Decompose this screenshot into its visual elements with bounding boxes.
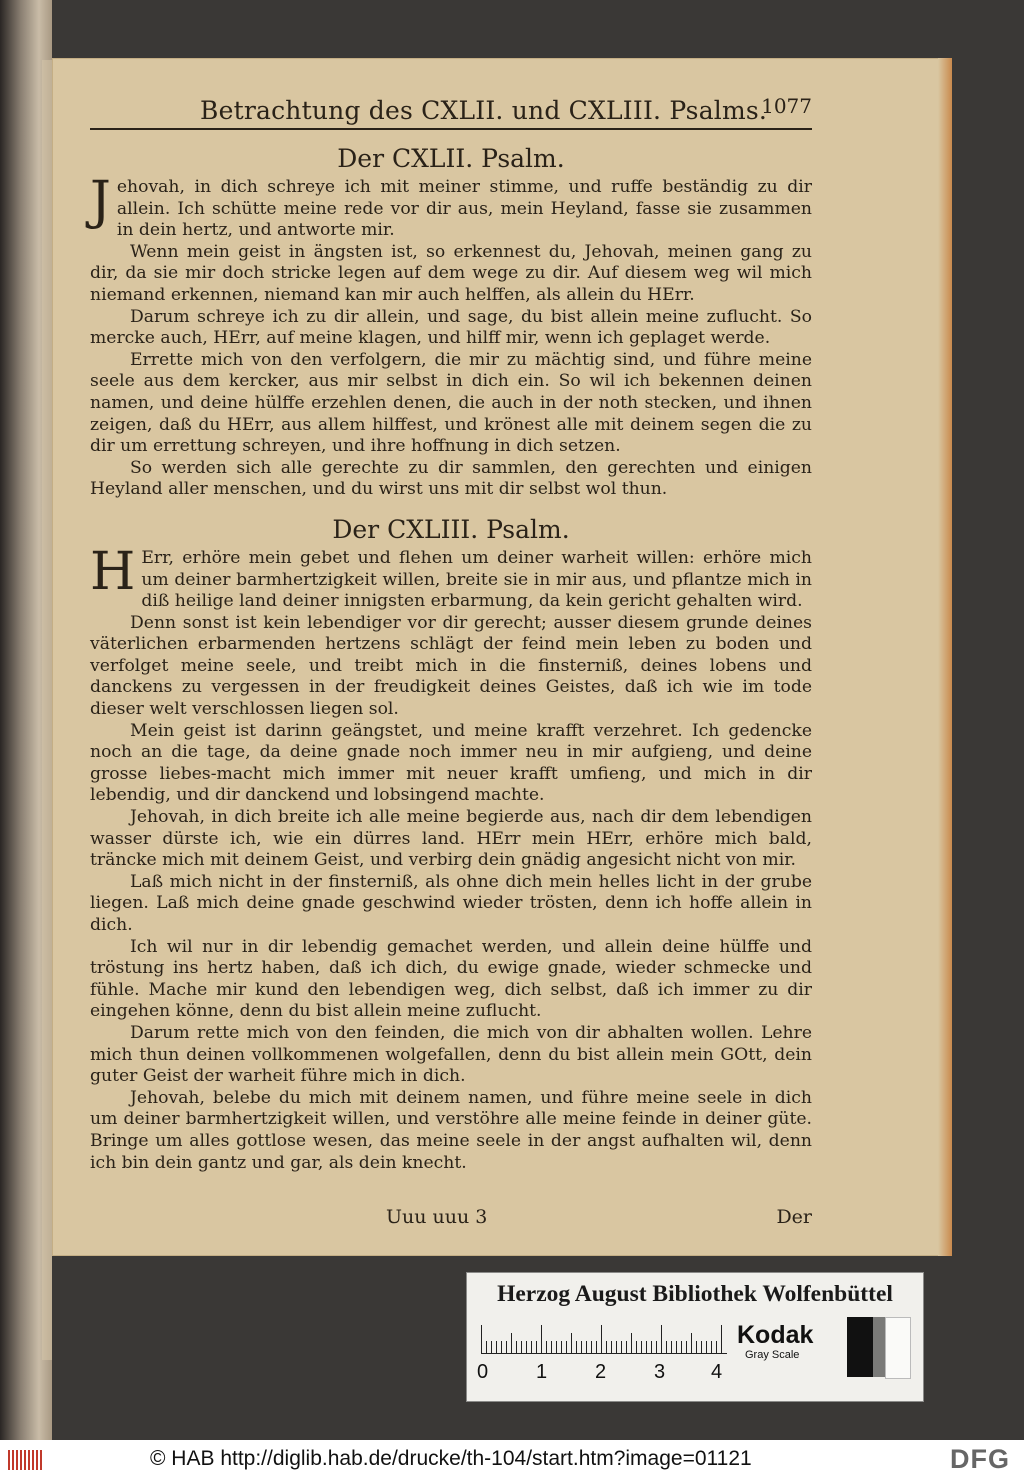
library-name: Herzog August Bibliothek Wolfenbüttel: [497, 1281, 893, 1307]
ruler-tick: [591, 1341, 592, 1353]
ruler-number: 1: [536, 1361, 548, 1383]
running-title: Betrachtung des CXLII. und CXLIII. Psalms.: [200, 96, 768, 125]
paragraph: So werden sich alle gerechte zu dir sammlen, den gerechten und einigen Heyland aller menschen, und du wirst uns mit dir selbst wol thun.: [90, 457, 812, 500]
book-page: [52, 58, 952, 1256]
paragraph: Errette mich von den verfolgern, die mir zu mächtig sind, und führe meine seele aus dem kercker, aus mir selbst in dich ein. So wil ich bekennen deinen namen, und deine hülffe erzehlen denen, die auch in der noth stecken, und ihnen zeigen, daß du HErr, aus allem hilffest, und krönest alle mit deinem segen die zu dir um errettung schreyen, und ihre hoffnung in dich setzen.: [90, 349, 812, 457]
scale-ruler: [481, 1323, 727, 1354]
ruler-number: 0: [477, 1361, 489, 1383]
ruler-tick: [626, 1341, 627, 1353]
ruler-tick: [621, 1341, 622, 1353]
ruler-tick: [491, 1341, 492, 1353]
page-footer: [90, 1206, 812, 1246]
ruler-tick: [581, 1341, 582, 1353]
catchword: Der: [776, 1206, 812, 1229]
paragraph: Denn sonst ist kein lebendiger vor dir gerecht; ausser diesem grunde deines väterlichen erbarmenden hertzens schlägt der feind mein leben zu boden und verfolget meine seele, und treibt mich in die finsterniß, deines lobens und danckens zu vergessen in der freudigkeit deines Geistes, daß ich wie im tode dieser welt verschlossen liegen sol.: [90, 612, 812, 720]
ruler-tick: [646, 1341, 647, 1353]
paragraph: Laß mich nicht in der finsterniß, als ohne dich mein helles licht in der grube liegen. Laß mich deine gnade geschwind wieder trösten, denn ich hoffe allein in dich.: [90, 871, 812, 935]
ruler-tick: [601, 1325, 602, 1353]
paragraph: Darum schreye ich zu dir allein, und sage, du bist allein meine zuflucht. So mercke auch, HErr, auf meine klagen, und hilff mir, wenn ich geplaget werde.: [90, 306, 812, 349]
ruler-tick: [496, 1341, 497, 1353]
ruler-tick: [701, 1341, 702, 1353]
ruler-tick: [556, 1341, 557, 1353]
paragraph: Ich wil nur in dir lebendig gemachet werden, und allein deine hülffe und tröstung ins hertz haben, daß ich dich, du ewige gnade, wieder schmecke und fühle. Mache mir kund den lebendigen weg, dich selbst, daß ich immer zu dir eingehen könne, denn du bist allein meine zuflucht.: [90, 936, 812, 1022]
ruler-tick: [671, 1341, 672, 1353]
ruler-number: 2: [595, 1361, 607, 1383]
ruler-tick: [551, 1341, 552, 1353]
ruler-tick: [606, 1341, 607, 1353]
viewer-footer: [0, 1440, 1024, 1479]
adjacent-page-edge: [0, 0, 52, 1440]
gray-patch-black: [847, 1317, 873, 1377]
paragraph: Jehovah, in dich schreye ich mit meiner stimme, und ruffe beständig zu dir allein. Ich schütte meine rede vor dir aus, mein Heyland, fasse sie zusammen in dein hertz, und antworte mir.: [90, 171, 812, 241]
ruler-tick: [706, 1341, 707, 1353]
ruler-tick: [631, 1333, 632, 1353]
ruler-tick: [506, 1341, 507, 1353]
ruler-tick: [511, 1333, 512, 1353]
ruler-tick: [616, 1341, 617, 1353]
ruler-tick: [596, 1341, 597, 1353]
ruler-tick: [576, 1341, 577, 1353]
ruler-tick: [526, 1341, 527, 1353]
page-number: 1077: [761, 94, 812, 118]
psalm-142-heading: Der CXLII. Psalm.: [337, 144, 565, 173]
ruler-number: 3: [654, 1361, 666, 1383]
page-header: [90, 88, 812, 130]
ruler-tick: [481, 1325, 482, 1353]
ruler-tick: [691, 1333, 692, 1353]
ruler-tick: [546, 1341, 547, 1353]
psalm-143-heading: Der CXLIII. Psalm.: [332, 514, 570, 544]
library-color-card: [466, 1272, 924, 1402]
ruler-tick: [501, 1341, 502, 1353]
ruler-tick: [666, 1341, 667, 1353]
page-edge-highlight: [42, 60, 52, 1360]
ruler-tick: [586, 1341, 587, 1353]
ruler-tick: [636, 1341, 637, 1353]
paragraph: HErr, erhöre mein gebet und flehen um deiner warheit willen: erhöre mich um deiner barmhertzigkeit willen, breite sie in mir aus, und pflantze mich in diß heilige land deiner innigsten erbarmung, da kein gericht gehalten wird.: [90, 541, 812, 612]
ruler-tick: [696, 1341, 697, 1353]
copyright-link[interactable]: © HAB http://diglib.hab.de/drucke/th-104/start.htm?image=01121: [150, 1447, 752, 1470]
gray-patch-white: [885, 1317, 911, 1379]
ruler-tick: [541, 1325, 542, 1353]
ruler-tick: [521, 1341, 522, 1353]
ruler-tick: [656, 1341, 657, 1353]
ruler-number: 4: [711, 1361, 723, 1383]
paragraph: Jehovah, belebe du mich mit deinem namen, und führe meine seele in dich um deiner barmhertzigkeit willen, und verstöhre alle meine feinde in deiner güte. Bringe um alles gottlose wesen, das meine seele in der angst aufhalten wil, denn ich bin dein gantz und gar, als dein knecht.: [90, 1087, 812, 1173]
ruler-tick: [531, 1341, 532, 1353]
ruler-tick: [681, 1341, 682, 1353]
page-content: [90, 88, 812, 1246]
ruler-tick: [661, 1325, 662, 1353]
ruler-tick: [711, 1341, 712, 1353]
paragraph: Darum rette mich von den feinden, die mich von dir abhalten wollen. Lehre mich thun deinen vollkommenen wolgefallen, denn du bist allein mein GOtt, dein guter Geist der warheit führe mich in dich.: [90, 1022, 812, 1087]
dfg-logo: DFG: [950, 1444, 1010, 1474]
paragraph: Jehovah, in dich breite ich alle meine begierde aus, nach dir dem lebendigen wasser dürste ich, wie ein dürres land. HErr mein HErr, erhöre mich bald, träncke mich mit deinem Geist, und verbirg dein gnädig angesicht nicht von mir.: [90, 807, 812, 871]
ruler-tick: [566, 1341, 567, 1353]
ruler-tick: [486, 1341, 487, 1353]
kodak-logo: Kodak: [737, 1321, 814, 1349]
ruler-tick: [721, 1325, 722, 1353]
barcode-logo-icon: [8, 1448, 46, 1472]
ruler-tick: [571, 1333, 572, 1353]
ruler-tick: [641, 1341, 642, 1353]
ruler-tick: [516, 1341, 517, 1353]
ruler-tick: [716, 1341, 717, 1353]
ruler-tick: [686, 1341, 687, 1353]
ruler-tick: [676, 1341, 677, 1353]
ruler-tick: [536, 1341, 537, 1353]
paragraph: Wenn mein geist in ängsten ist, so erkennest du, Jehovah, meinen gang zu dir, da sie mir doch stricke legen auf dem wege zu dir. Auf diesem weg wil mich niemand erkennen, niemand kan mir auch helffen, als allein du HErr.: [90, 241, 812, 305]
paragraph: Mein geist ist darinn geängstet, und meine krafft verzehret. Ich gedencke noch an die tage, da deine gnade noch immer neu in mir aufgieng, und deine grosse liebes-macht mich immer mit neuer krafft umfieng, und mich in dir lebendig, und dir danckend und lobsingend machte.: [90, 720, 812, 806]
gray-scale-label: Gray Scale: [745, 1349, 800, 1361]
ruler-tick: [561, 1341, 562, 1353]
gray-patch-mid: [873, 1317, 885, 1377]
signature-mark: Uuu uuu 3: [386, 1206, 488, 1229]
ruler-tick: [611, 1341, 612, 1353]
ruler-tick: [651, 1341, 652, 1353]
